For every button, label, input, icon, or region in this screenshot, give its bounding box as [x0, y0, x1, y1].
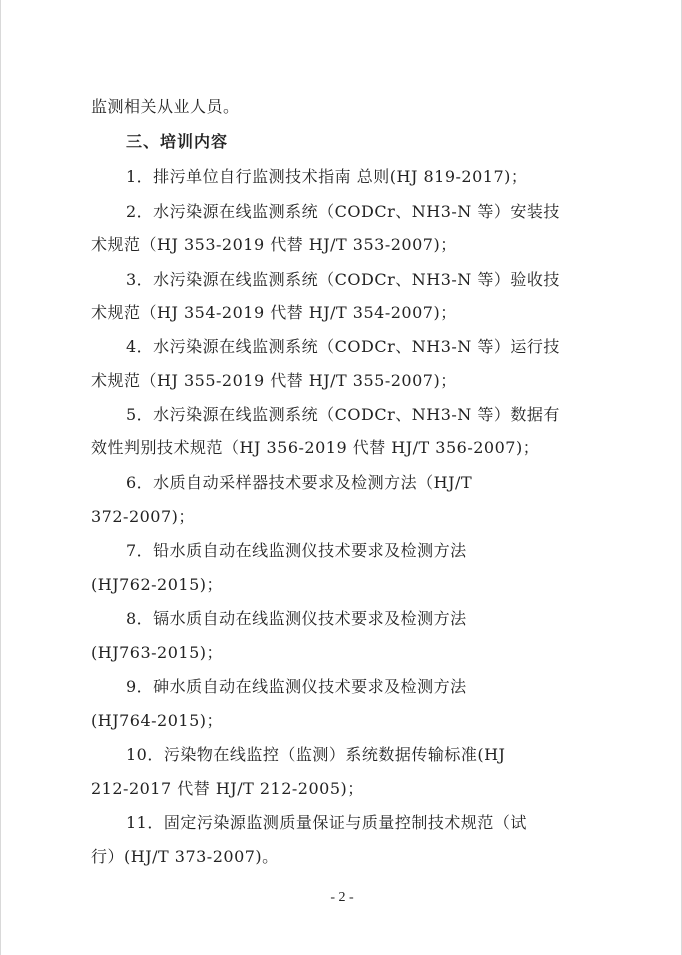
list-item-3-line-2: 术规范（HJ 354-2019 代替 HJ/T 354-2007)； [91, 303, 457, 322]
list-item-7-line-1: 7．铅水质自动在线监测仪技术要求及检测方法 [126, 541, 467, 560]
list-item-9-line-2: (HJ764-2015)； [91, 711, 224, 730]
text-line-intro-end: 监测相关从业人员。 [91, 97, 240, 116]
list-item-2-line-2: 术规范（HJ 353-2019 代替 HJ/T 353-2007)； [91, 235, 457, 254]
list-item-5-line-2: 效性判别技术规范（HJ 356-2019 代替 HJ/T 356-2007)； [91, 438, 540, 457]
list-item-10-line-2: 212-2017 代替 HJ/T 212-2005)； [91, 779, 364, 798]
list-item-1: 1．排污单位自行监测技术指南 总则(HJ 819-2017)； [126, 167, 528, 186]
section-heading-training-content: 三、培训内容 [126, 132, 229, 151]
page-number: - 2 - [330, 890, 354, 905]
list-item-6-line-2: 372-2007)； [91, 507, 195, 526]
list-item-10-line-1: 10．污染物在线监控（监测）系统数据传输标准(HJ [126, 745, 506, 764]
list-item-6-line-1: 6．水质自动采样器技术要求及检测方法（HJ/T [126, 473, 473, 492]
list-item-7-line-2: (HJ762-2015)； [91, 575, 224, 594]
list-item-4-line-2: 术规范（HJ 355-2019 代替 HJ/T 355-2007)； [91, 371, 457, 390]
list-item-2-line-1: 2．水污染源在线监测系统（CODCr、NH3-N 等）安装技 [126, 202, 560, 221]
list-item-5-line-1: 5．水污染源在线监测系统（CODCr、NH3-N 等）数据有 [126, 405, 560, 424]
list-item-11-line-2: 行）(HJ/T 373-2007)。 [91, 847, 279, 866]
list-item-3-line-1: 3．水污染源在线监测系统（CODCr、NH3-N 等）验收技 [126, 270, 560, 289]
list-item-11-line-1: 11．固定污染源监测质量保证与质量控制技术规范（试 [126, 813, 527, 832]
list-item-8-line-2: (HJ763-2015)； [91, 643, 224, 662]
list-item-9-line-1: 9．砷水质自动在线监测仪技术要求及检测方法 [126, 677, 467, 696]
list-item-8-line-1: 8．镉水质自动在线监测仪技术要求及检测方法 [126, 609, 467, 628]
list-item-4-line-1: 4．水污染源在线监测系统（CODCr、NH3-N 等）运行技 [126, 337, 560, 356]
